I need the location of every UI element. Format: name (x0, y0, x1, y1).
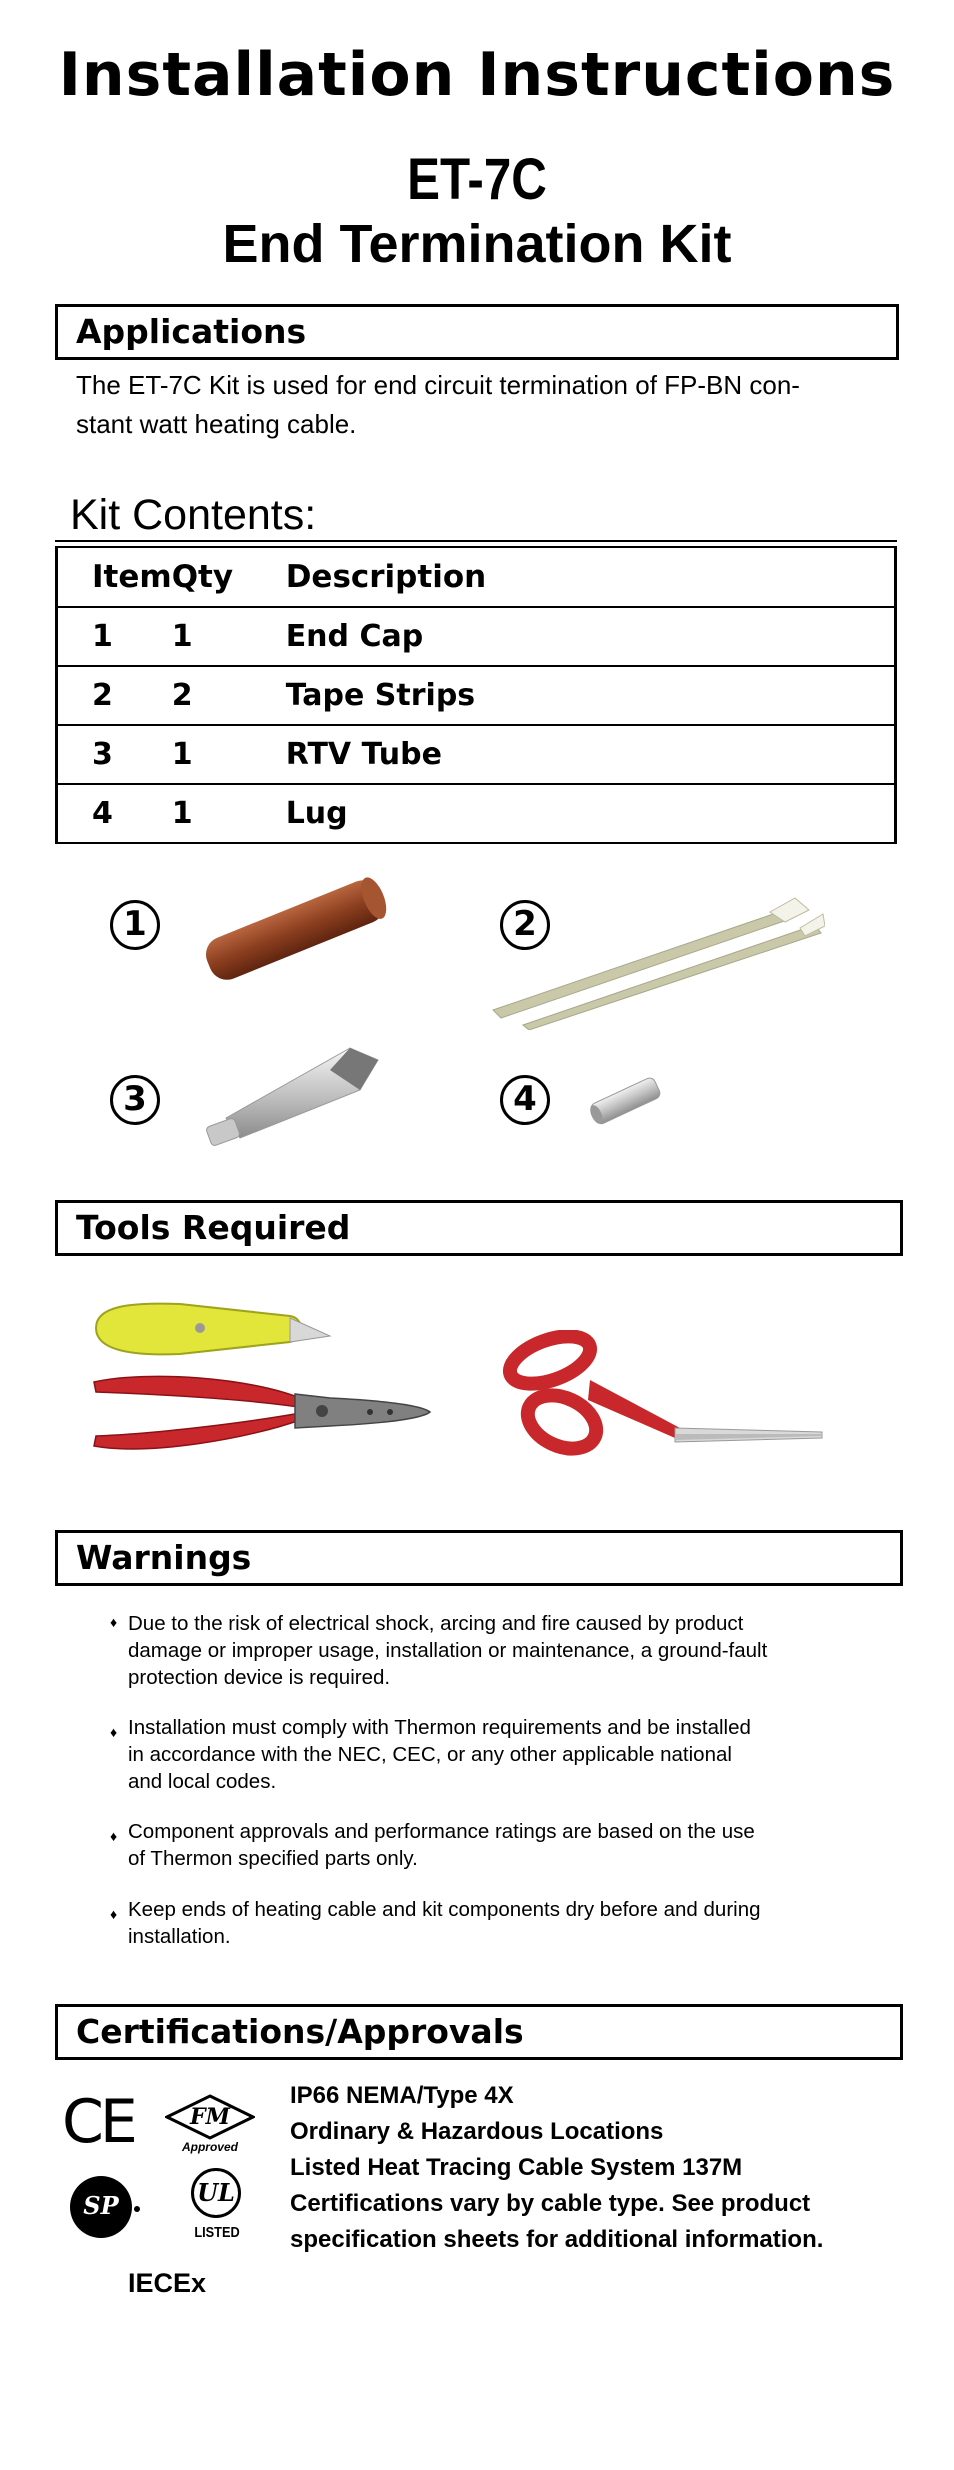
page-title: Installation Instructions (58, 40, 896, 110)
applications-text-line: The ET-7C Kit is used for end circuit termination of FP-BN con- (76, 370, 800, 400)
warning-line: Installation must comply with Thermon requirements and be installed (128, 1716, 751, 1739)
table-row (57, 784, 896, 843)
ul-circle-icon (191, 2168, 241, 2218)
end-cap-icon (190, 870, 400, 990)
iecex-label: IECEx (128, 2268, 207, 2298)
kit-contents-heading: Kit Contents: (70, 491, 317, 539)
crimping-pliers-icon (90, 1368, 440, 1458)
bullet-icon: ♦ (110, 1906, 118, 1922)
fm-logo-text: FM (190, 2104, 230, 2130)
bullet-icon: ♦ (110, 1828, 118, 1844)
fm-logo-subtext: Approved (181, 2140, 238, 2154)
warning-line: Component approvals and performance ratings are based on the use (128, 1820, 755, 1843)
certification-line: Ordinary & Hazardous Locations (290, 2118, 664, 2145)
lug-icon (580, 1070, 670, 1130)
applications-header (55, 304, 899, 360)
table-row (57, 725, 896, 784)
rtv-tube-icon (200, 1040, 390, 1150)
figure-number-3: 3 (110, 1075, 160, 1125)
csa-logo-text: SP (83, 2191, 119, 2220)
fm-approved-logo (165, 2094, 255, 2156)
column-header-qty: Qty (172, 547, 286, 607)
certification-line: IP66 NEMA/Type 4X (290, 2082, 514, 2109)
tools-header (55, 1200, 903, 1256)
warning-line: damage or improper usage, installation or maintenance, a ground-fault (128, 1639, 768, 1662)
certifications-text (290, 2078, 823, 2258)
tape-strips-icon (485, 880, 825, 1030)
figure-number-1: 1 (110, 900, 160, 950)
warning-item (128, 1818, 808, 1872)
ce-mark-icon (62, 2087, 134, 2157)
warning-line: and local codes. (128, 1770, 277, 1793)
certification-line: Certifications vary by cable type. See product (290, 2190, 811, 2217)
figure-number-2: 2 (500, 900, 550, 950)
certification-line: specification sheets for additional information. (290, 2226, 824, 2253)
model-number: ET-7C (407, 147, 547, 212)
cell-item: 3 (57, 725, 172, 784)
csa-logo (70, 2176, 132, 2238)
cell-qty: 1 (172, 725, 286, 784)
warning-line: Due to the risk of electrical shock, arcing and fire caused by product (128, 1612, 744, 1635)
column-header-description: Description (286, 547, 896, 607)
cell-item: 4 (57, 784, 172, 843)
utility-knife-icon (90, 1298, 340, 1358)
cell-description: End Cap (286, 607, 896, 666)
table-header-row (57, 547, 896, 607)
warning-line: Keep ends of heating cable and kit components dry before and during (128, 1898, 761, 1921)
cell-item: 2 (57, 666, 172, 725)
registered-dot-icon (134, 2206, 140, 2212)
cell-qty: 1 (172, 607, 286, 666)
warnings-header (55, 1530, 903, 1586)
applications-heading: Applications (76, 312, 307, 351)
ul-logo-text: UL (197, 2178, 235, 2207)
ce-mark-text: CE (62, 2087, 134, 2157)
cell-qty: 1 (172, 784, 286, 843)
column-header-item: Item (57, 547, 172, 607)
ul-listed-logo (185, 2168, 249, 2252)
cell-qty: 2 (172, 666, 286, 725)
certifications-header (55, 2004, 903, 2060)
bullet-icon: ♦ (110, 1614, 118, 1630)
warning-line: of Thermon specified parts only. (128, 1847, 418, 1870)
certifications-heading: Certifications/Approvals (76, 2012, 524, 2051)
figure-number-4: 4 (500, 1075, 550, 1125)
kit-contents-table (55, 546, 897, 844)
ul-logo-subtext: LISTED (194, 2224, 240, 2241)
warning-item (128, 1714, 808, 1795)
applications-text (76, 366, 876, 444)
cell-description: RTV Tube (286, 725, 896, 784)
page-subtitle: End Termination Kit (222, 214, 732, 274)
scissors-icon (500, 1330, 830, 1460)
bullet-icon: ♦ (110, 1724, 118, 1740)
warnings-heading: Warnings (76, 1538, 252, 1577)
warning-item (128, 1610, 808, 1691)
applications-text-line: stant watt heating cable. (76, 409, 357, 439)
warning-line: in accordance with the NEC, CEC, or any other applicable national (128, 1743, 732, 1766)
warning-line: installation. (128, 1925, 231, 1948)
cell-description: Tape Strips (286, 666, 896, 725)
warning-item (128, 1896, 808, 1950)
certification-line: Listed Heat Tracing Cable System 137M (290, 2154, 743, 2181)
table-row (57, 666, 896, 725)
table-row (57, 607, 896, 666)
warning-line: protection device is required. (128, 1666, 391, 1689)
cell-description: Lug (286, 784, 896, 843)
tools-heading: Tools Required (76, 1208, 351, 1247)
kit-contents-rule (55, 540, 897, 542)
cell-item: 1 (57, 607, 172, 666)
